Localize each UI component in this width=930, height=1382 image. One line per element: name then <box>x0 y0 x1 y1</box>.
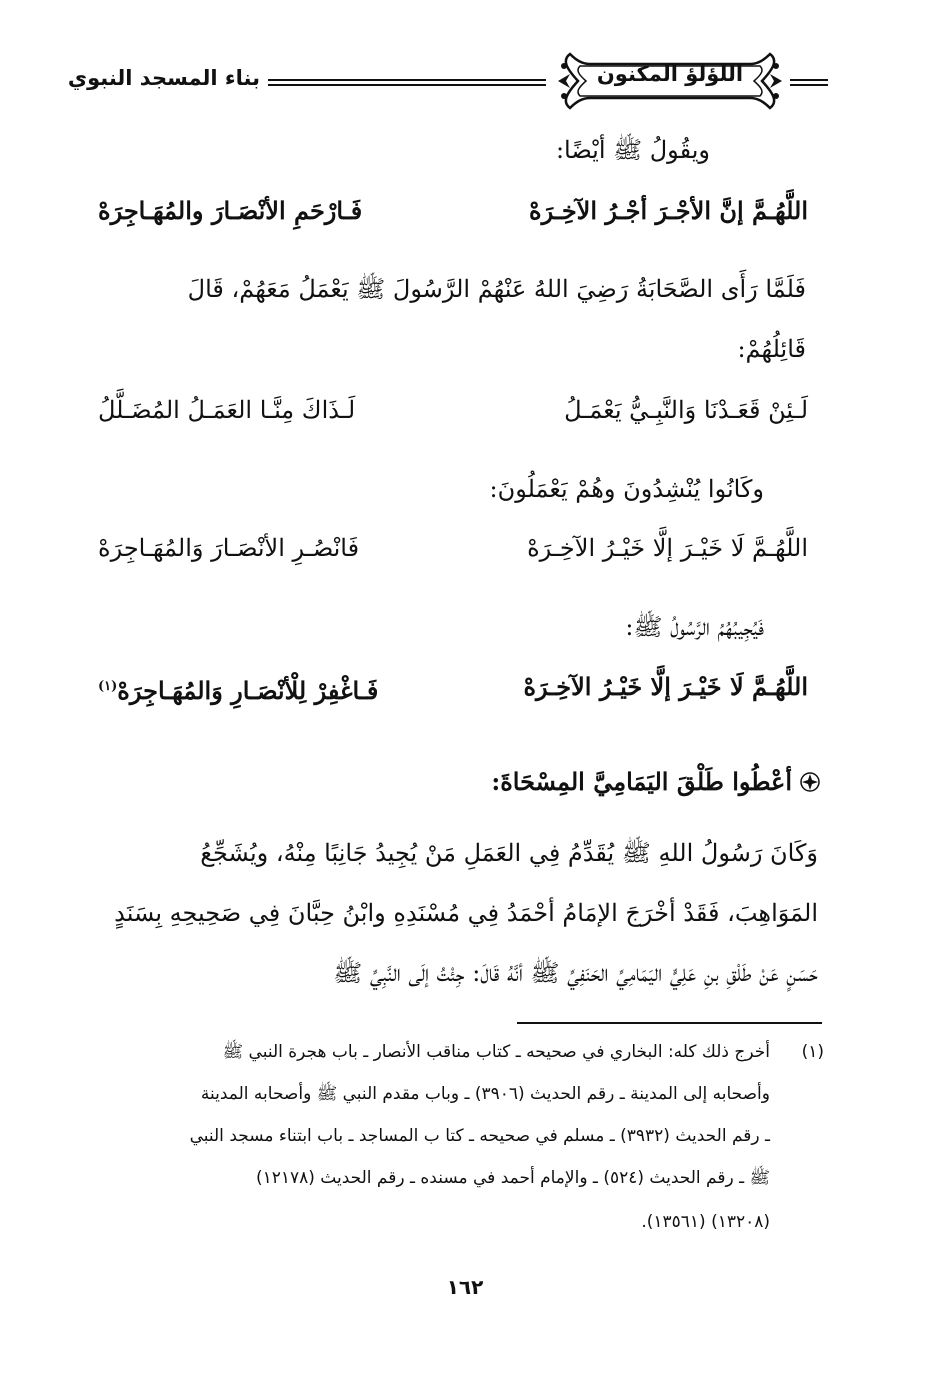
chapter-title: بناء المسجد النبوي <box>67 66 260 90</box>
footnote-line2: وأصحابه إلى المدينة ـ رقم الحديث (٣٩٠٦) ـ وباب مقدم النبي ﷺ وأصحابه المدينة <box>200 1084 770 1104</box>
footnote-line4: ﷺ ـ رقم الحديث (٥٢٤) ـ والإمام أحمد في مسنده ـ رقم الحديث (١٢١٧٨) <box>255 1168 770 1188</box>
header-rule-left <box>268 79 546 86</box>
book-title: اللؤلؤ المكنون <box>596 62 744 86</box>
line-they-sang: وكَانُوا يُنْشِدُونَ وهُمْ يَعْمَلُونَ: <box>489 475 764 503</box>
footnote-line5: (١٣٢٠٨) (١٣٥٦١). <box>641 1212 770 1232</box>
footnote-reference[interactable]: (١) <box>98 679 118 694</box>
intro-line: ويقُولُ ﷺ أيْضًا: <box>555 136 710 164</box>
paragraph2-line1: وَكَانَ رَسُولُ اللهِ ﷺ يُقَدِّمُ فِي العَمَلِ مَنْ يُجِيدُ جَانِبًا مِنْهُ، ويُشَجِّعُ <box>200 839 818 867</box>
verse4-second-text: فَـاغْفِرْ لِلْأنْصَـارِ وَالمُهَـاجِرَهْ <box>117 676 379 705</box>
section-heading-text: أعْطُوا طَلْقَ اليَمَامِيَّ المِسْحَاةَ: <box>491 767 792 796</box>
footnote-separator <box>517 1022 822 1024</box>
verse1-second-hemistich: فَـارْحَمِ الأنْصَـارَ والمُهَـاجِرَهْ <box>98 196 363 225</box>
verse4-first-hemistich: اللَّهُـمَّ لَا خَيْـرَ إلَّا خَيْـرُ الآخِـرَهْ <box>523 672 808 701</box>
line-prophet-answers: فَيُجِيبُهُمُ الرَّسُولُ ﷺ: <box>625 613 764 641</box>
verse2-first-hemistich: لَـئِنْ قَعَـدْنَا وَالنَّبِـيُّ يَعْمَـلُ <box>564 396 808 424</box>
paragraph1-line2: قَائِلُهُمْ: <box>737 335 806 363</box>
page-number: ١٦٢ <box>446 1275 484 1299</box>
flower-ornament-icon <box>800 769 820 799</box>
footnote-line3: ـ رقم الحديث (٣٩٣٢) ـ مسلم في صحيحه ـ كتا ب المساجد ـ باب ابتناء مسجد النبي <box>189 1126 770 1146</box>
paragraph2-line2: المَوَاهِبَ، فَقَدْ أخْرَجَ الإمَامُ أحْمَدُ فِي مُسْنَدِهِ وابْنُ حِبَّانَ فِي صَحِيحِهِ بِسَنَدٍ <box>114 899 818 927</box>
paragraph1-line1: فَلَمَّا رَأَى الصَّحَابَةُ رَضِيَ اللهُ عَنْهُمْ الرَّسُولَ ﷺ يَعْمَلُ مَعَهُمْ، قَالَ <box>187 275 806 303</box>
footnote-line1: أخرج ذلك كله: البخاري في صحيحه ـ كتاب مناقب الأنصار ـ باب هجرة النبي ﷺ <box>222 1042 770 1062</box>
paragraph2-line3: حَسَنٍ عَنْ طَلْقِ بنِ عَلِيٍّ اليَمَامِيِّ الحَنَفِيِّ ﷺ أنَّهُ قَالَ: جِئْتُ إلَى النَّبِيِّ ﷺ <box>333 959 818 987</box>
verse1-first-hemistich: اللَّهُـمَّ إنَّ الأجْـرَ أجْـرُ الآخِـرَهْ <box>529 196 808 225</box>
verse3-second-hemistich: فَانْصُـرِ الأنْصَـارَ وَالمُهَـاجِرَهْ <box>98 534 360 562</box>
footnote-number: (١) <box>801 1042 824 1062</box>
header-cartouche <box>556 50 784 112</box>
verse4-second-hemistich <box>98 672 424 706</box>
verse2-second-hemistich: لَـذَاكَ مِنَّـا العَمَـلُ المُضَـلَّلُ <box>98 396 356 424</box>
section-heading <box>320 767 820 799</box>
header-rule-right <box>790 79 828 86</box>
verse3-first-hemistich: اللَّهُـمَّ لَا خَيْـرَ إلَّا خَيْـرُ الآخِـرَهْ <box>527 534 808 562</box>
